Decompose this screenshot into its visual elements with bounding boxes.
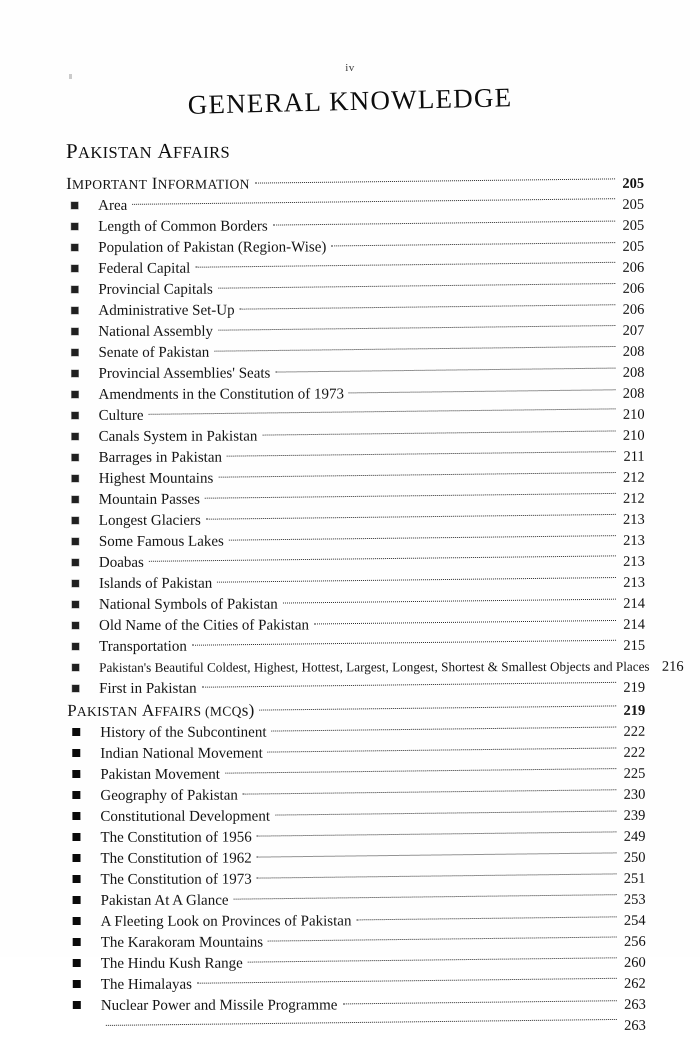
leader-dots xyxy=(271,715,616,737)
toc-page-number: 251 xyxy=(620,869,646,890)
leader-dots xyxy=(262,419,615,441)
leader-dots xyxy=(275,356,615,378)
toc-entry-label: The Constitution of 1956 xyxy=(100,828,251,849)
toc-page-number: 256 xyxy=(620,932,646,953)
toc-heading-label xyxy=(67,699,254,723)
page-folio-number: iv xyxy=(0,62,700,74)
toc-page-number: 205 xyxy=(618,216,644,237)
leader-dots xyxy=(331,230,615,252)
toc-page-number: 205 xyxy=(618,237,644,258)
toc-list-important-information xyxy=(66,188,645,693)
heading-text-2: NFORMATION xyxy=(158,177,250,192)
toc-page-number: 205 xyxy=(618,195,644,216)
toc-entry-label: History of the Subcontinent xyxy=(100,723,266,744)
leader-dots xyxy=(356,904,616,926)
square-bullet-icon xyxy=(72,749,80,757)
leader-dots xyxy=(243,778,617,800)
leader-dots xyxy=(218,461,615,483)
square-bullet-icon xyxy=(72,433,79,440)
toc-entry-label: Amendments in the Constitution of 1973 xyxy=(99,384,344,406)
leader-dots xyxy=(132,188,615,210)
toc-page-number: 208 xyxy=(618,342,644,363)
square-bullet-icon xyxy=(72,854,80,862)
toc-page-number: 205 xyxy=(618,173,644,196)
square-bullet-icon xyxy=(72,791,80,799)
toc-entry-label: National Assembly xyxy=(98,322,213,343)
toc-page-number: 214 xyxy=(619,615,645,636)
square-bullet-icon xyxy=(72,475,79,482)
toc-entry-row[interactable] xyxy=(68,1009,646,1031)
leader-dots xyxy=(259,692,616,716)
leader-dots xyxy=(225,757,616,779)
toc-entry-row[interactable] xyxy=(67,419,645,441)
toc-entry-label: Geography of Pakistan xyxy=(100,786,238,807)
square-bullet-icon xyxy=(72,454,79,461)
heading-text-1: MPORTANT xyxy=(72,177,147,192)
leader-dots xyxy=(202,671,617,693)
toc-entry-label: Canals System in Pakistan xyxy=(99,427,258,448)
section-title-pakistan-affairs xyxy=(66,137,644,166)
leader-dots xyxy=(206,503,616,525)
toc-entry-label: Indian National Movement xyxy=(100,744,263,765)
leader-dots xyxy=(349,377,616,399)
toc-entry-label: The Constitution of 1973 xyxy=(101,870,252,891)
square-bullet-icon xyxy=(73,980,81,988)
toc-entry-label: Some Famous Lakes xyxy=(99,532,224,553)
toc-page-number: 206 xyxy=(618,258,644,279)
heading-cap-1: I xyxy=(66,174,72,193)
toc-page-number: 219 xyxy=(619,678,645,699)
leader-dots xyxy=(149,545,616,567)
toc-page-number: 250 xyxy=(619,848,645,869)
heading-cap-1: P xyxy=(67,701,77,720)
toc-entry-label: Area xyxy=(98,196,127,217)
leader-dots xyxy=(217,566,616,588)
leader-dots xyxy=(227,440,616,462)
toc-entry-label: Barrages in Pakistan xyxy=(99,448,222,469)
square-bullet-icon xyxy=(72,601,79,608)
toc-page-number: 206 xyxy=(618,279,644,300)
square-bullet-icon xyxy=(72,496,79,503)
toc-entry-label: Pakistan's Beautiful Coldest, Highest, Hottest, Largest, Longest, Shortest & Smallest Objects and Places xyxy=(99,656,649,678)
toc-page-number: 222 xyxy=(619,743,645,764)
toc-page-number: 216 xyxy=(658,657,684,678)
toc-entry-row[interactable] xyxy=(67,398,645,420)
toc-entry-label: Federal Capital xyxy=(98,259,190,280)
toc-page-number: 212 xyxy=(619,468,645,489)
leader-dots xyxy=(342,988,616,1010)
toc-page-number: 210 xyxy=(619,426,645,447)
toc-entry-label: Length of Common Borders xyxy=(98,217,268,238)
toc-page-number: 225 xyxy=(619,764,645,785)
toc-page-number: 262 xyxy=(620,974,646,995)
toc-heading-important-information[interactable] xyxy=(66,165,644,189)
toc-entry-label: Provincial Capitals xyxy=(98,280,213,301)
leader-dots xyxy=(240,293,616,315)
toc-page-number: 207 xyxy=(618,321,644,342)
toc-page-number: 214 xyxy=(619,594,645,615)
toc-page-number: 213 xyxy=(619,531,645,552)
toc-page-number: 249 xyxy=(619,827,645,848)
toc-entry-label: Doabas xyxy=(99,553,144,574)
toc-entry-label: Islands of Pakistan xyxy=(99,574,212,595)
toc-page-number: 208 xyxy=(618,363,644,384)
square-bullet-icon xyxy=(72,770,80,778)
square-bullet-icon xyxy=(71,223,78,230)
toc-page-number: 219 xyxy=(619,700,645,723)
toc-content xyxy=(66,137,646,1031)
toc-page-number: 222 xyxy=(619,722,645,743)
square-bullet-icon xyxy=(72,643,79,650)
leader-dots xyxy=(233,883,616,905)
square-bullet-icon xyxy=(71,307,78,314)
square-bullet-icon xyxy=(72,833,80,841)
toc-entry-label: Highest Mountains xyxy=(99,469,214,490)
toc-page-number: 212 xyxy=(619,489,645,510)
toc-page-number: 260 xyxy=(620,953,646,974)
square-bullet-icon xyxy=(71,370,78,377)
toc-entry-label: Population of Pakistan (Region-Wise) xyxy=(98,237,326,258)
heading-text-2: FFAIRS (MCQ xyxy=(154,704,241,719)
toc-page-number: 253 xyxy=(620,890,646,911)
toc-page-number: 254 xyxy=(620,911,646,932)
toc-page-number: 208 xyxy=(619,384,645,405)
square-bullet-icon xyxy=(73,938,81,946)
toc-page-number: 210 xyxy=(619,405,645,426)
square-bullet-icon xyxy=(72,412,79,419)
square-bullet-icon xyxy=(72,622,79,629)
leader-dots xyxy=(149,398,616,420)
square-bullet-icon xyxy=(72,812,80,820)
square-bullet-icon xyxy=(72,580,79,587)
heading-text-3: s) xyxy=(242,701,255,720)
document-title: GENERAL KNOWLEDGE xyxy=(0,78,700,125)
leader-dots xyxy=(192,629,616,651)
leader-dots xyxy=(257,820,617,842)
leader-dots xyxy=(257,862,617,884)
square-bullet-icon xyxy=(72,664,79,671)
toc-entry-label: Pakistan At A Glance xyxy=(101,891,229,912)
toc-entry-label: Pakistan Movement xyxy=(100,765,220,786)
toc-entry-label: Constitutional Development xyxy=(100,807,270,828)
toc-entry-row[interactable] xyxy=(67,566,645,588)
toc-page-number: 213 xyxy=(619,510,645,531)
square-bullet-icon xyxy=(71,244,78,251)
toc-entry-label: The Hindu Kush Range xyxy=(101,954,243,975)
toc-list-pakistan-affairs-mcqs xyxy=(67,715,646,1031)
leader-dots xyxy=(268,736,617,758)
square-bullet-icon xyxy=(73,896,81,904)
heading-cap-2: I xyxy=(152,174,158,193)
square-bullet-icon xyxy=(72,517,79,524)
square-bullet-icon xyxy=(71,349,78,356)
square-bullet-icon xyxy=(72,391,79,398)
toc-page-number: 239 xyxy=(619,806,645,827)
toc-page-number: 211 xyxy=(619,447,645,468)
square-bullet-icon xyxy=(72,728,80,736)
toc-page-number: 206 xyxy=(618,300,644,321)
leader-dots xyxy=(283,587,616,609)
square-bullet-icon xyxy=(72,559,79,566)
toc-page-number: 213 xyxy=(619,573,645,594)
section-title-cap-1: P xyxy=(66,139,78,163)
section-title-rest-1: AKISTAN xyxy=(78,143,152,162)
toc-entry-label: First in Pakistan xyxy=(99,679,197,700)
toc-entry-label: Mountain Passes xyxy=(99,490,200,511)
leader-dots xyxy=(268,925,617,947)
square-bullet-icon xyxy=(71,265,78,272)
square-bullet-icon xyxy=(71,328,78,335)
square-bullet-icon xyxy=(72,538,79,545)
square-bullet-icon xyxy=(73,917,81,925)
heading-cap-2: A xyxy=(142,701,155,720)
toc-entry-row[interactable] xyxy=(67,545,645,567)
toc-entry-label: Senate of Pakistan xyxy=(98,343,209,364)
toc-entry-label: A Fleeting Look on Provinces of Pakistan xyxy=(101,911,352,933)
square-bullet-icon xyxy=(73,875,81,883)
section-title-rest-2: FFAIRS xyxy=(173,143,230,162)
heading-text-1: AKISTAN xyxy=(77,704,138,719)
toc-entry-label: Nuclear Power and Missile Programme xyxy=(101,995,338,1016)
leader-dots xyxy=(106,1009,617,1031)
leader-dots xyxy=(205,482,616,504)
toc-entry-row[interactable] xyxy=(66,188,644,210)
toc-page-number: 213 xyxy=(619,552,645,573)
leader-dots xyxy=(257,841,617,863)
leader-dots xyxy=(218,272,615,294)
leader-dots xyxy=(255,165,615,189)
toc-entry-label: Old Name of the Cities of Pakistan xyxy=(99,615,309,636)
leader-dots xyxy=(218,314,615,336)
toc-page-number: 215 xyxy=(619,636,645,657)
leader-dots xyxy=(248,946,617,968)
square-bullet-icon xyxy=(73,1001,81,1009)
toc-entry-label: Administrative Set-Up xyxy=(98,301,234,322)
leader-dots xyxy=(214,335,615,357)
toc-entry-label: National Symbols of Pakistan xyxy=(99,595,278,616)
leader-dots xyxy=(273,209,615,231)
toc-entry-label: Transportation xyxy=(99,637,187,658)
toc-entry-label: The Himalayas xyxy=(101,975,192,996)
leader-dots xyxy=(275,799,616,821)
square-bullet-icon xyxy=(71,286,78,293)
toc-entry-label: Culture xyxy=(99,406,144,427)
toc-page-number: 263 xyxy=(620,995,646,1016)
toc-entry-label: The Karakoram Mountains xyxy=(101,933,263,954)
square-bullet-icon xyxy=(71,202,78,209)
toc-entry-label: Longest Glaciers xyxy=(99,511,201,532)
toc-page-number: 263 xyxy=(620,1016,646,1037)
leader-dots xyxy=(314,608,616,630)
square-bullet-icon xyxy=(73,959,81,967)
toc-page-number: 230 xyxy=(619,785,645,806)
square-bullet-icon xyxy=(72,685,79,692)
toc-entry-label: Provincial Assemblies' Seats xyxy=(98,364,270,385)
section-title-cap-2: A xyxy=(157,139,173,163)
leader-dots xyxy=(229,524,616,546)
scan-speck xyxy=(69,74,72,79)
leader-dots xyxy=(195,251,615,273)
toc-entry-row[interactable] xyxy=(66,209,644,231)
toc-entry-label: The Constitution of 1962 xyxy=(100,849,251,870)
leader-dots xyxy=(197,967,617,989)
